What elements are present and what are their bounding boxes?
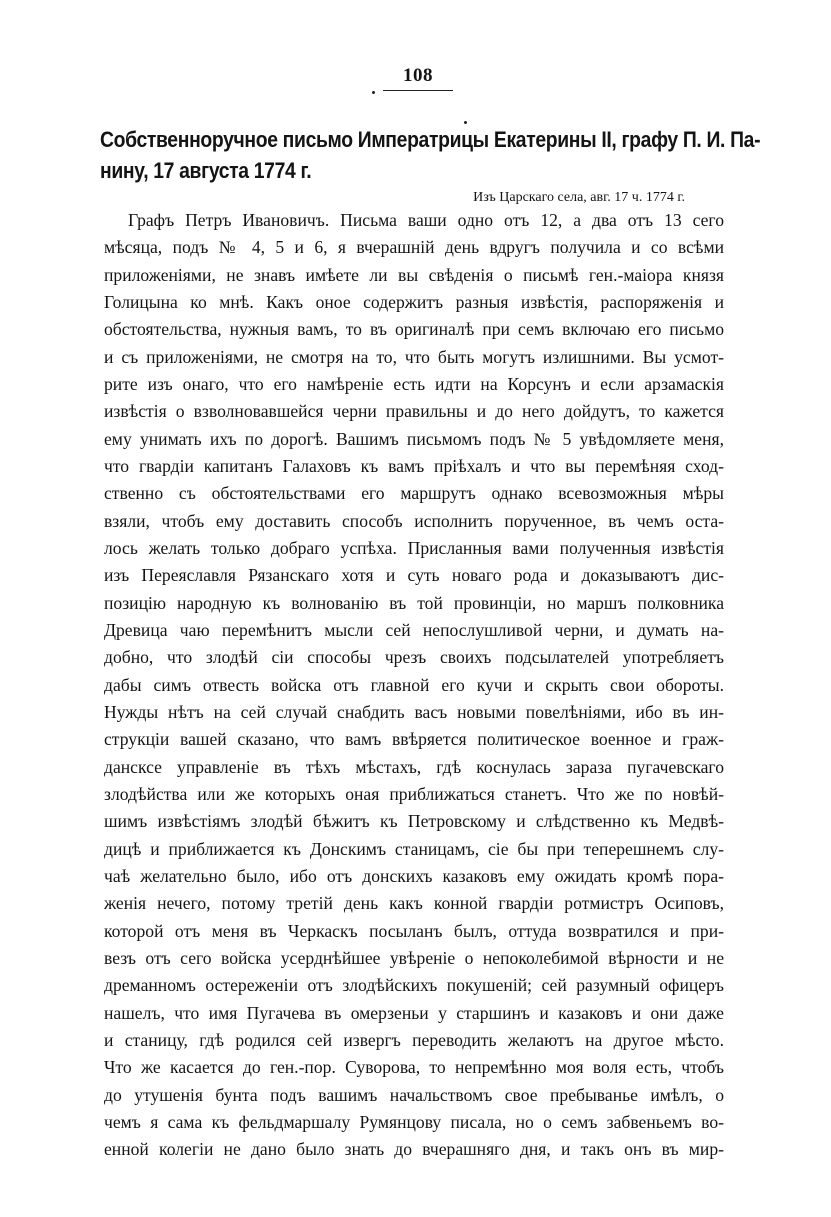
body-line: Что же касается до ген.-пор. Суворова, то непремѣнно моя воля есть, чтобъ	[104, 1057, 724, 1078]
body-line: ему унимать ихъ по дорогѣ. Вашимъ письмомъ подъ № 5 увѣдомляете меня,	[104, 428, 724, 449]
body-line: и съ приложеніями, не смотря на то, что быть могутъ излишними. Вы усмот-	[104, 346, 724, 367]
body-line: рите изъ онаго, что его намѣреніе есть идти на Корсунъ и если арзамаскія	[104, 373, 724, 394]
body-line: мѣсяца, подъ № 4, 5 и 6, я вчерашній день вдругъ получила и со всѣми	[104, 237, 724, 258]
body-line: добно, что злодѣй сіи способы чрезъ своихъ подсылателей употребляетъ	[104, 647, 724, 668]
body-line: Голицына ко мнѣ. Какъ оное содержитъ разныя извѣстія, распоряженія и	[104, 291, 724, 312]
body-line: изъ Переяславля Рязанскаго хотя и суть новаго рода и доказываютъ дис-	[104, 565, 724, 586]
body-line: дабы симъ отвесть войска отъ главной его кучи и скрыть свои обороты.	[104, 674, 724, 695]
body-line: шимъ извѣстіямъ злодѣй бѣжитъ къ Петровскому и слѣдственно къ Медвѣ-	[104, 811, 724, 832]
dateline: Изъ Царскаго села, авг. 17 ч. 1774 г.	[473, 190, 685, 205]
body-line: чаѣ желательно было, ибо отъ донскихъ казаковъ ему ожидать кромѣ пора-	[104, 865, 724, 886]
body-line: обстоятельства, нужныя вамъ, то въ оригиналѣ при семъ включаю его письмо	[104, 319, 724, 340]
title-line-2: нину, 17 августа 1774 г.	[100, 158, 312, 183]
body-line: нашелъ, что имя Пугачева въ омерзеньи у старшинъ и казаковъ и они даже	[104, 1002, 724, 1023]
body-line: Графъ Петръ Ивановичъ. Письма ваши одно отъ 12, а два отъ 13 сего	[128, 210, 724, 230]
ink-speck	[372, 91, 375, 94]
body-line: дансксе управленіе въ тѣхъ мѣстахъ, гдѣ коснулась зараза пугачевскаго	[104, 756, 724, 777]
body-line: взяли, чтобъ ему доставить способъ исполнить порученное, въ чемъ оста-	[104, 510, 724, 531]
page-number-rule	[383, 90, 453, 91]
body-line: извѣстія о взволновавшейся черни правильны и до него дойдутъ, то кажется	[104, 401, 724, 422]
body-line: которой отъ меня въ Черкаскъ посыланъ былъ, оттуда возвратился и при-	[104, 920, 724, 941]
body-line: приложеніями, не знавъ имѣете ли вы свѣденія о письмѣ ген.-маiора князя	[104, 264, 724, 285]
body-line: дицѣ и приближается къ Донскимъ станицамъ, сіе бы при теперешнемъ слу-	[104, 838, 724, 859]
page-number: 108	[403, 65, 433, 86]
body-line: позицію народную къ волнованію въ той провинціи, но маршъ полковника	[104, 592, 724, 613]
body-line: струкціи вашей сказано, что вамъ ввѣряется политическое военное и граж-	[104, 729, 724, 750]
letter-body	[104, 207, 724, 1163]
title-line-1: Собственноручное письмо Императрицы Екатерины II, графу П. И. Па-	[100, 127, 761, 152]
body-line: злодѣйства или же которыхъ оная приближаться станетъ. Что же по новѣй-	[104, 783, 724, 804]
letter-title	[100, 124, 761, 186]
body-line: что гвардіи капитанъ Галаховъ къ вамъ пріѣхалъ и что вы перемѣняя сход-	[104, 455, 724, 476]
body-line: чемъ я сама къ фельдмаршалу Румянцову писала, но о семъ забвеньемъ во-	[104, 1111, 724, 1132]
page-header	[383, 66, 453, 91]
body-line: женія нечего, потому третій день какъ конной гвардіи ротмистръ Осиповъ,	[104, 893, 724, 914]
body-line: ственно съ обстоятельствами его маршрутъ однако всевозможныя мѣры	[104, 483, 724, 504]
body-line: до утушенія бунта подъ вашимъ начальствомъ свое пребыванье имѣлъ, о	[104, 1084, 724, 1105]
body-line: и станицу, гдѣ родился сей извергъ переводить желаютъ на другое мѣсто.	[104, 1029, 724, 1050]
body-line: енной колегіи не дано было знать до вчерашняго дня, и такъ онъ въ мир-	[104, 1139, 724, 1160]
body-line: дреманномъ остереженіи отъ злодѣйскихъ покушеній; сей разумный офицеръ	[104, 975, 724, 996]
body-line: лось желать только добраго успѣха. Присланныя вами полученныя извѣстія	[104, 537, 724, 558]
body-line: везъ отъ сего войска усерднѣйшее увѣреніе о непоколебимой вѣрности и не	[104, 947, 724, 968]
body-line: Нужды нѣтъ на сей случай снабдить васъ новыми повелѣніями, ибо въ ин-	[104, 701, 724, 722]
body-line: Древица чаю перемѣнитъ мысли сей непослушливой черни, и думать на-	[104, 619, 724, 640]
